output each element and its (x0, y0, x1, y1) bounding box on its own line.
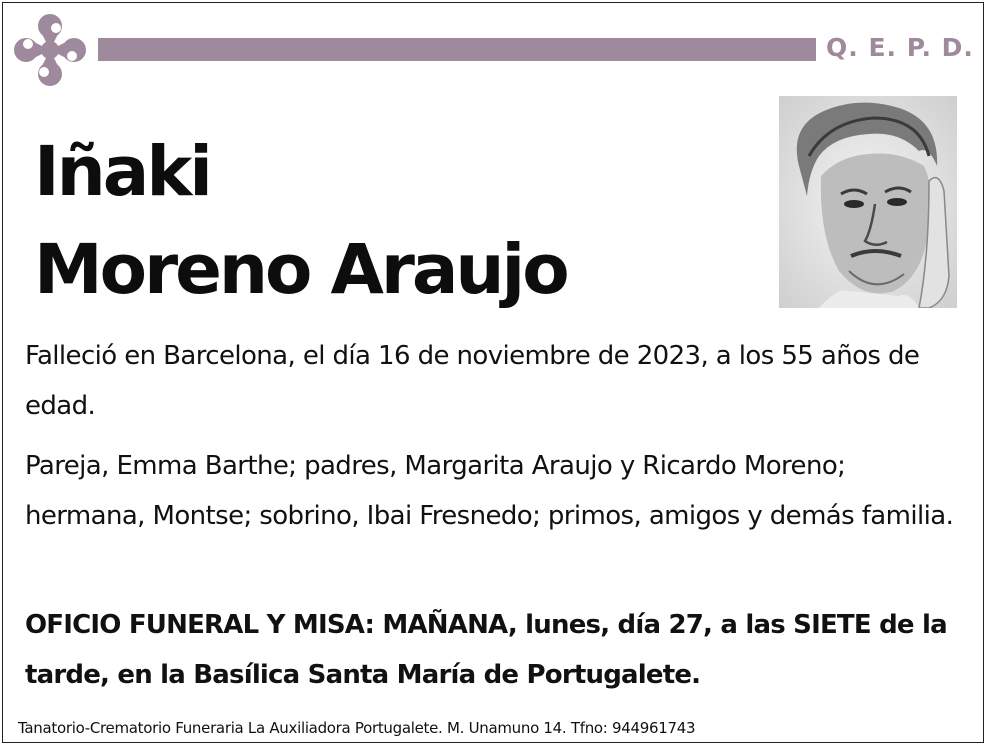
family-list: Pareja, Emma Barthe; padres, Margarita Araujo y Ricardo Moreno; hermana, Montse; sobrino, Ibai Fresnedo; primos, amigos y demás familia. (25, 451, 954, 531)
portrait-photo (779, 96, 957, 308)
lauburu-icon (8, 8, 92, 92)
deceased-first-name: Iñaki (34, 132, 210, 212)
funeral-home-footer: Tanatorio-Crematorio Funeraria La Auxiliadora Portugalete. M. Unamuno 14. Tfno: 944961743 (18, 719, 696, 737)
deceased-surnames: Moreno Araujo (34, 230, 567, 310)
header-band (98, 38, 816, 61)
qepd-badge: Q. E. P. D. (826, 33, 974, 62)
service-details: OFICIO FUNERAL Y MISA: MAÑANA, lunes, día 27, a las SIETE de la tarde, en la Basílica Santa María de Portugalete. (25, 610, 947, 690)
death-notice: Falleció en Barcelona, el día 16 de noviembre de 2023, a los 55 años de edad. (25, 341, 920, 421)
